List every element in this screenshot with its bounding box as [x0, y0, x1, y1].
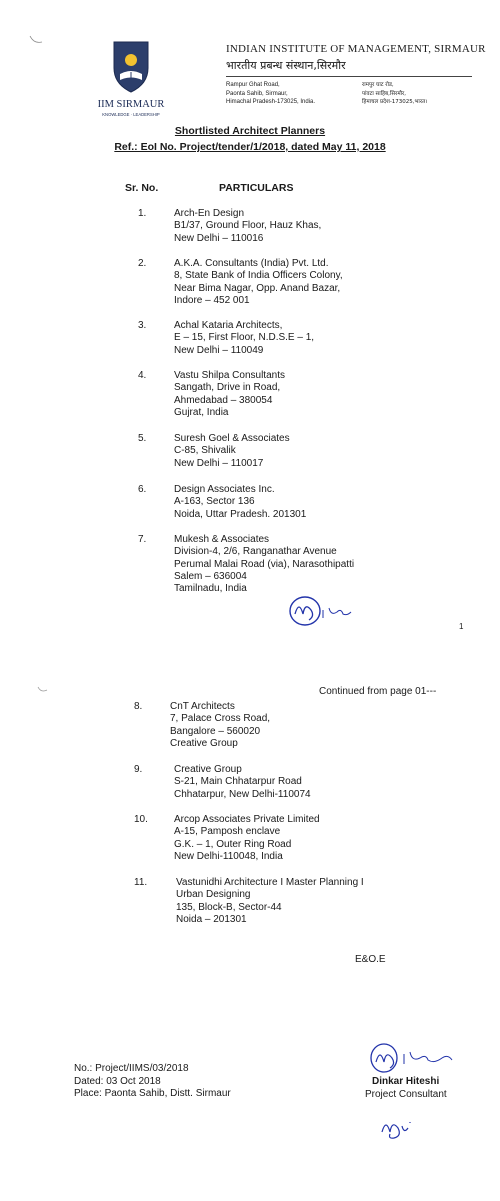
signature-image — [285, 590, 365, 630]
item-line: New Delhi – 110017 — [174, 457, 264, 469]
item-line: Division-4, 2/6, Ranganathar Avenue — [174, 546, 337, 558]
item-line: 8, State Bank of India Officers Colony, — [174, 270, 343, 282]
particulars-header: PARTICULARS — [219, 182, 294, 194]
item-line: Sangath, Drive in Road, — [174, 382, 281, 394]
item-line: Salem – 636004 — [174, 570, 247, 582]
item-line: 135, Block-B, Sector-44 — [176, 901, 282, 913]
ink-mark — [26, 32, 46, 50]
address-line: Paonta Sahib, Sirmaur, — [226, 90, 288, 97]
item-line: S-21, Main Chhatarpur Road — [174, 776, 302, 788]
item-line: CnT Architects — [170, 701, 235, 712]
item-number: 7. — [138, 534, 147, 545]
sr-no-header: Sr. No. — [125, 182, 159, 194]
signature-image — [368, 1040, 464, 1076]
item-line: Suresh Goel & Associates — [174, 433, 290, 444]
footer-ref-no: No.: Project/IIMS/03/2018 — [74, 1063, 189, 1074]
item-number: 1. — [138, 208, 147, 219]
item-line: Noida, Uttar Pradesh. 201301 — [174, 508, 307, 520]
item-number: 4. — [138, 370, 147, 381]
item-line: New Delhi – 110049 — [174, 344, 264, 356]
address-line: पांवटा साहिब,सिरमौर, — [362, 90, 407, 97]
footer-place: Place: Paonta Sahib, Distt. Sirmaur — [74, 1088, 231, 1099]
signer-name: Dinkar Hiteshi — [372, 1076, 440, 1087]
item-line: Perumal Malai Road (via), Narasothipatti — [174, 558, 355, 570]
footer-date: Dated: 03 Oct 2018 — [74, 1075, 161, 1087]
item-line: Indore – 452 001 — [174, 294, 250, 306]
item-line: Design Associates Inc. — [174, 484, 275, 495]
logo-tagline: KNOWLEDGE · LEADERSHIP — [102, 112, 160, 117]
item-number: 3. — [138, 320, 147, 331]
address-english — [226, 81, 315, 107]
item-line: G.K. – 1, Outer Ring Road — [174, 838, 292, 850]
item-line: 7, Palace Cross Road, — [170, 713, 271, 725]
address-hindi — [362, 81, 427, 107]
item-line: Near Bima Nagar, Opp. Anand Bazar, — [174, 282, 341, 294]
item-number: 11. — [134, 877, 148, 888]
item-number: 10. — [134, 814, 148, 825]
item-line: A-163, Sector 136 — [174, 496, 255, 508]
continued-note: Continued from page 01--- — [319, 686, 437, 697]
address-line: हिमाचल प्रदेश-173025,भारत। — [362, 99, 428, 105]
item-line: Arcop Associates Private Limited — [174, 814, 320, 825]
item-line: New Delhi – 110016 — [174, 232, 264, 244]
item-line: Urban Designing — [176, 889, 251, 901]
item-line: New Delhi-110048, India — [174, 850, 283, 862]
reference-line: Ref.: EoI No. Project/tender/1/2018, dated May 11, 2018 — [114, 141, 386, 153]
item-line: Creative Group — [174, 764, 242, 775]
item-number: 5. — [138, 433, 147, 444]
institute-logo — [92, 38, 170, 120]
item-line: Vastu Shilpa Consultants — [174, 370, 285, 381]
item-number: 9. — [134, 764, 143, 775]
item-line: Noida – 201301 — [176, 913, 247, 925]
item-line: Tamilnadu, India — [174, 583, 247, 595]
item-number: 2. — [138, 258, 147, 269]
item-line: Chhatarpur, New Delhi-110074 — [174, 788, 311, 800]
item-line: A-15, Pamposh enclave — [174, 826, 281, 838]
item-line: Bangalore – 560020 — [170, 725, 261, 737]
item-number: 8. — [134, 701, 143, 712]
item-line: Vastunidhi Architecture I Master Planning I — [176, 877, 364, 888]
item-number: 6. — [138, 484, 147, 495]
item-line: C-85, Shivalik — [174, 445, 236, 457]
item-line: Gujrat, India — [174, 406, 229, 418]
address-line: Rampur Ghat Road, — [226, 82, 280, 88]
document-title: Shortlisted Architect Planners — [174, 125, 326, 137]
errors-omissions-note: E&O.E — [355, 954, 386, 965]
item-line: A.K.A. Consultants (India) Pvt. Ltd. — [174, 258, 329, 269]
page-number: 1 — [459, 622, 464, 631]
footer-details — [74, 1063, 231, 1101]
address-line: Himachal Pradesh-173025, India. — [226, 99, 316, 105]
org-name-hindi: भारतीय प्रबन्ध संस्थान,सिरमौर — [226, 59, 346, 72]
header-divider — [226, 76, 472, 77]
item-line: Arch-En Design — [174, 208, 245, 219]
org-name-english: INDIAN INSTITUTE OF MANAGEMENT, SIRMAUR — [226, 43, 486, 55]
item-line: Achal Kataria Architects, — [174, 320, 283, 331]
item-line: Creative Group — [170, 737, 238, 749]
item-line: Mukesh & Associates — [174, 534, 270, 545]
item-line: E – 15, First Floor, N.D.S.E – 1, — [174, 332, 315, 344]
ink-mark — [36, 684, 50, 694]
signer-title: Project Consultant — [365, 1089, 447, 1100]
address-line: रामपुर घाट रोड, — [362, 82, 394, 88]
logo-text: IIM SIRMAUR — [97, 99, 165, 110]
item-line: B1/37, Ground Floor, Hauz Khas, — [174, 220, 322, 232]
item-line: Ahmedabad – 380054 — [174, 394, 273, 406]
initials-image — [378, 1112, 418, 1142]
